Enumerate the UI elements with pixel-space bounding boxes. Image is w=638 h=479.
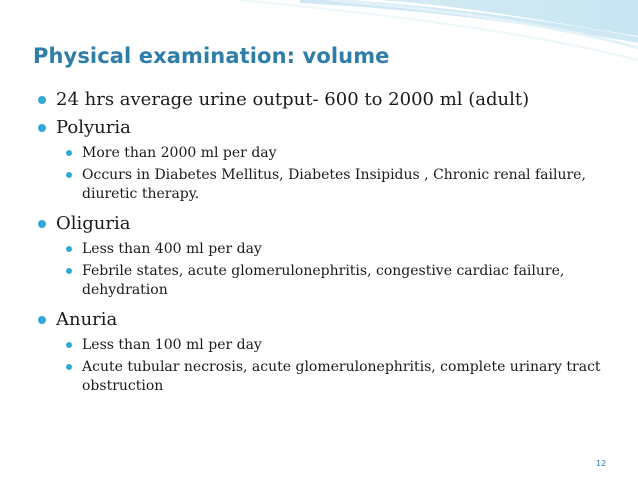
sub-bullet	[66, 262, 618, 300]
sub-bullet-text: Acute tubular necrosis, acute glomerulonephritis, complete urinary tract obstruction	[82, 359, 601, 394]
sub-bullet-text: Febrile states, acute glomerulonephritis, congestive cardiac failure, dehydration	[82, 263, 565, 298]
sub-bullet	[66, 336, 618, 355]
bullet-dot-icon	[38, 124, 46, 132]
bullet-dot-icon	[38, 220, 46, 228]
bullet-text: Polyuria	[56, 117, 131, 138]
bullet-dot-icon	[38, 316, 46, 324]
bullet-dot-icon	[38, 96, 46, 104]
sub-bullet	[66, 166, 618, 204]
oliguria-subbullets	[66, 240, 618, 300]
sub-bullet-dot-icon	[66, 172, 72, 178]
sub-bullet	[66, 144, 618, 163]
bullet-list	[38, 88, 618, 404]
sub-bullet	[66, 240, 618, 259]
sub-bullet-text: Less than 400 ml per day	[82, 241, 262, 257]
sub-bullet-dot-icon	[66, 246, 72, 252]
bullet-text: 24 hrs average urine output- 600 to 2000 ml (adult)	[56, 89, 530, 110]
bullet-text: Oliguria	[56, 213, 131, 234]
bullet-anuria	[38, 308, 618, 331]
sub-bullet-dot-icon	[66, 364, 72, 370]
bullet-oliguria	[38, 212, 618, 235]
sub-bullet-text: More than 2000 ml per day	[82, 145, 277, 161]
sub-bullet-text: Occurs in Diabetes Mellitus, Diabetes Insipidus , Chronic renal failure, diuretic therapy.	[82, 167, 586, 202]
bullet-polyuria	[38, 116, 618, 139]
sub-bullet-dot-icon	[66, 150, 72, 156]
slide-title: Physical examination: volume	[33, 44, 390, 68]
anuria-subbullets	[66, 336, 618, 396]
sub-bullet-dot-icon	[66, 268, 72, 274]
sub-bullet-text: Less than 100 ml per day	[82, 337, 262, 353]
bullet-text: Anuria	[56, 309, 118, 330]
sub-bullet	[66, 358, 618, 396]
sub-bullet-dot-icon	[66, 342, 72, 348]
polyuria-subbullets	[66, 144, 618, 204]
bullet-urine-output	[38, 88, 618, 111]
page-number: 12	[596, 459, 607, 468]
